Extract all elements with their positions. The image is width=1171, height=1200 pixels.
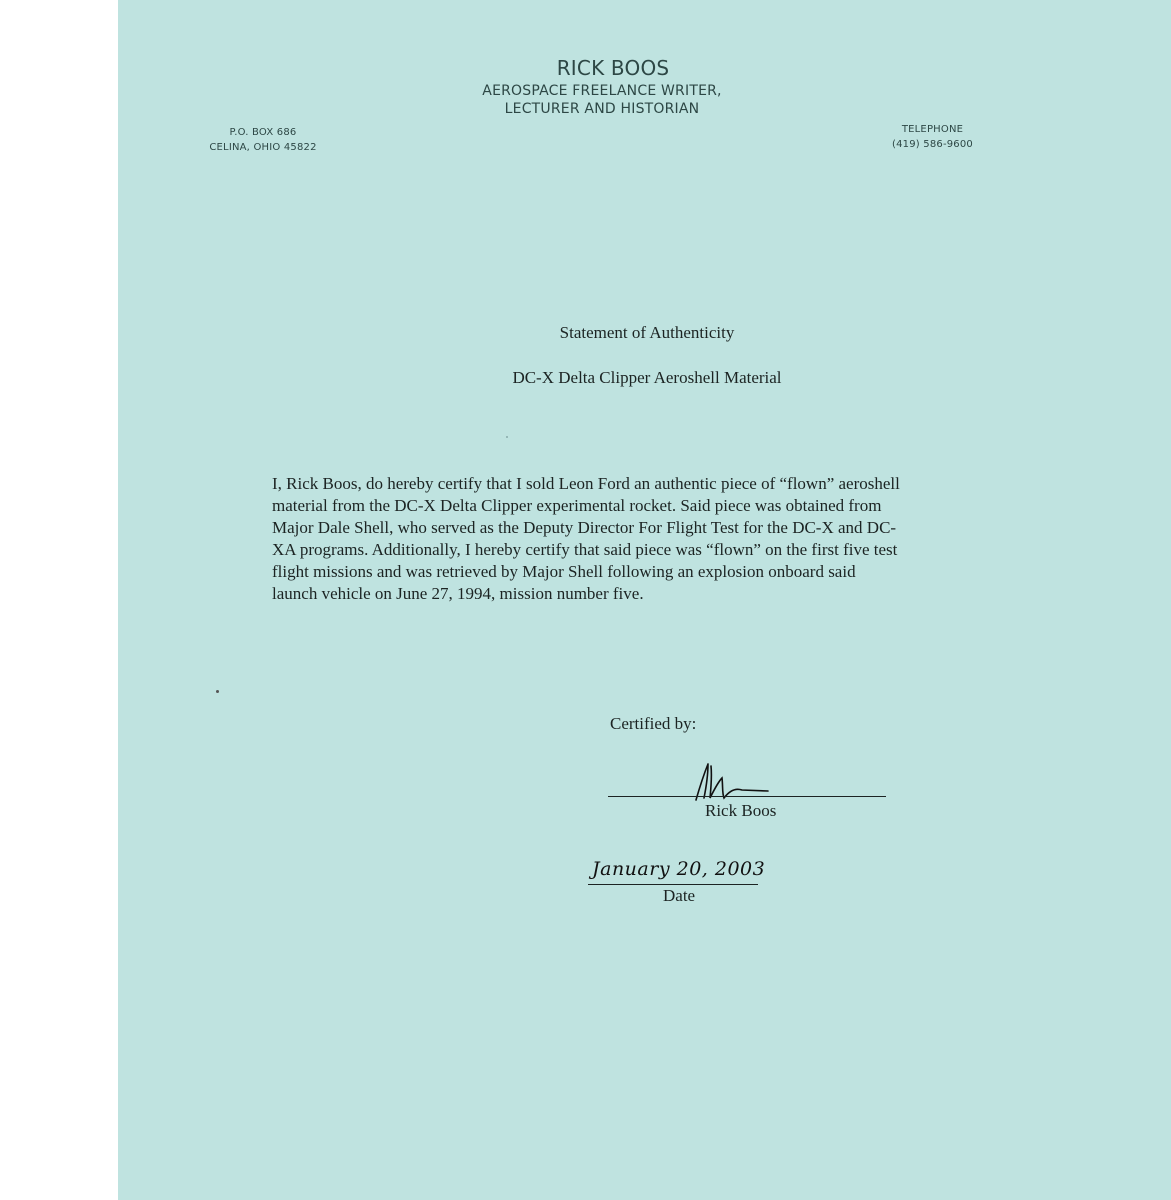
signer-name: Rick Boos [705,801,777,820]
address-line2: CELINA, OHIO 45822 [209,142,317,153]
certification-body: I, Rick Boos, do hereby certify that I sold Leon Ford an authentic piece of “flown” aeroshell material from the DC-X Delta Clipper experimental rocket. Said piece was obtained from Major Dale Shell, who served as the Deputy Director For Flight Test for the DC-X and DC-XA programs. Additionally, I hereby certify that said piece was “flown” on the first five test flight missions and was retrieved by Major Shell following an explosion onboard said launch vehicle on June 27, 1994, mission number five. [272,474,900,603]
letterhead-address [178,125,348,155]
paper-speck [216,690,219,693]
letterhead-title-line2: LECTURER AND HISTORIAN [504,101,700,117]
certified-by-label: Certified by: [610,714,697,733]
signature-line [608,796,886,797]
letterhead-title-line1: AEROSPACE FREELANCE WRITER, [482,83,722,99]
date-label: Date [663,886,696,905]
document-heading: Statement of Authenticity [559,323,735,342]
date-line [588,884,758,885]
handwritten-date: January 20, 2003 [592,858,766,880]
paper-speck [506,436,508,438]
address-line1: P.O. BOX 686 [229,127,297,138]
letterhead-telephone [870,122,995,152]
document-subheading: DC-X Delta Clipper Aeroshell Material [512,368,782,387]
letterhead-name: RICK BOOS [556,56,670,80]
letter-page [118,0,1171,1200]
telephone-label: TELEPHONE [901,124,964,135]
telephone-number: (419) 586-9600 [891,139,973,150]
